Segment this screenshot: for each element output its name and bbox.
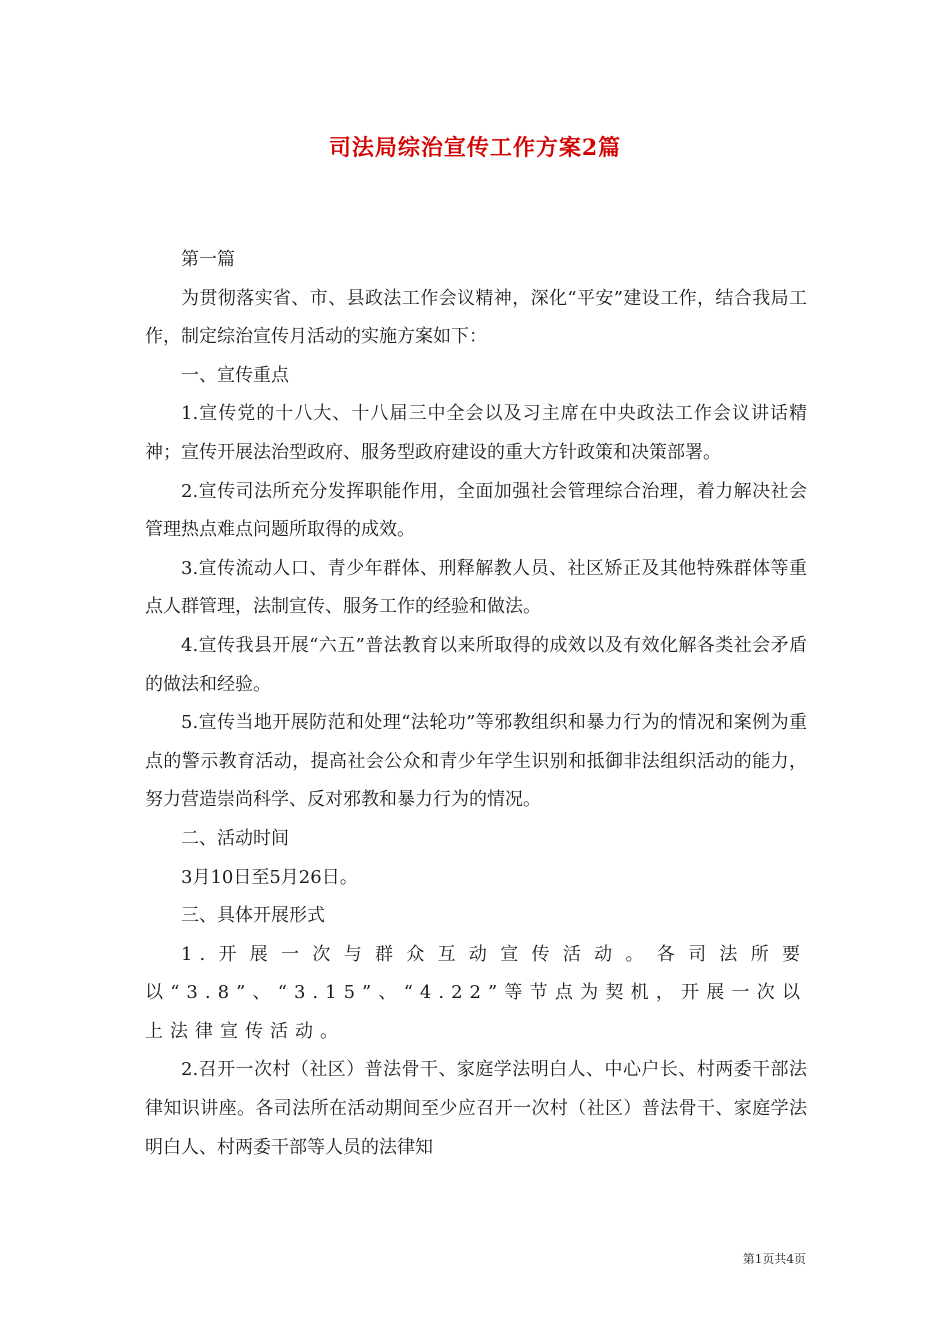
intro-paragraph: 为贯彻落实省、市、县政法工作会议精神，深化“平安”建设工作，结合我局工作，制定综治宣传月活动的实施方案如下：: [145, 287, 807, 348]
form-item-2: 2.召开一次村（社区）普法骨干、家庭学法明白人、中心户长、村两委干部法律知识讲座。各司法所在活动期间至少应召开一次村（社区）普法骨干、家庭学法明白人、村两委干部等人员的法律知: [145, 1059, 807, 1158]
section-heading-publicity-focus: 一、宣传重点: [181, 364, 289, 386]
focus-item-4: 4.宣传我县开展“六五”普法教育以来所取得的成效以及有效化解各类社会矛盾的做法和经验。: [145, 634, 807, 695]
section-heading-activity-time: 二、活动时间: [181, 827, 289, 849]
activity-time-text: 3月10日至5月26日。: [181, 866, 358, 888]
focus-item-5: 5.宣传当地开展防范和处理“法轮功”等邪教组织和暴力行为的情况和案例为重点的警示教育活动，提高社会公众和青少年学生识别和抵御非法组织活动的能力，努力营造崇尚科学、反对邪教和暴力行为的情况。: [145, 712, 807, 811]
document-title: 司法局综治宣传工作方案2篇: [328, 135, 622, 161]
focus-item-3: 3.宣传流动人口、青少年群体、刑释解教人员、社区矫正及其他特殊群体等重点人群管理，法制宣传、服务工作的经验和做法。: [145, 557, 807, 618]
document-body: [145, 241, 807, 1167]
section-heading-part-one: 第一篇: [181, 249, 235, 270]
focus-item-1: 1.宣传党的十八大、十八届三中全会以及习主席在中央政法工作会议讲话精神；宣传开展法治型政府、服务型政府建设的重大方针政策和决策部署。: [145, 403, 807, 463]
section-heading-forms: 三、具体开展形式: [181, 905, 325, 927]
page-number: 第1页共4页: [742, 1252, 806, 1266]
form-item-1: 1.开展一次与群众互动宣传活动。各司法所要以“3.8”、“3.15”、“4.22”等节点为契机，开展一次以上法律宣传活动。: [145, 943, 807, 1042]
focus-item-2: 2.宣传司法所充分发挥职能作用，全面加强社会管理综合治理，着力解决社会管理热点难点问题所取得的成效。: [145, 480, 807, 541]
